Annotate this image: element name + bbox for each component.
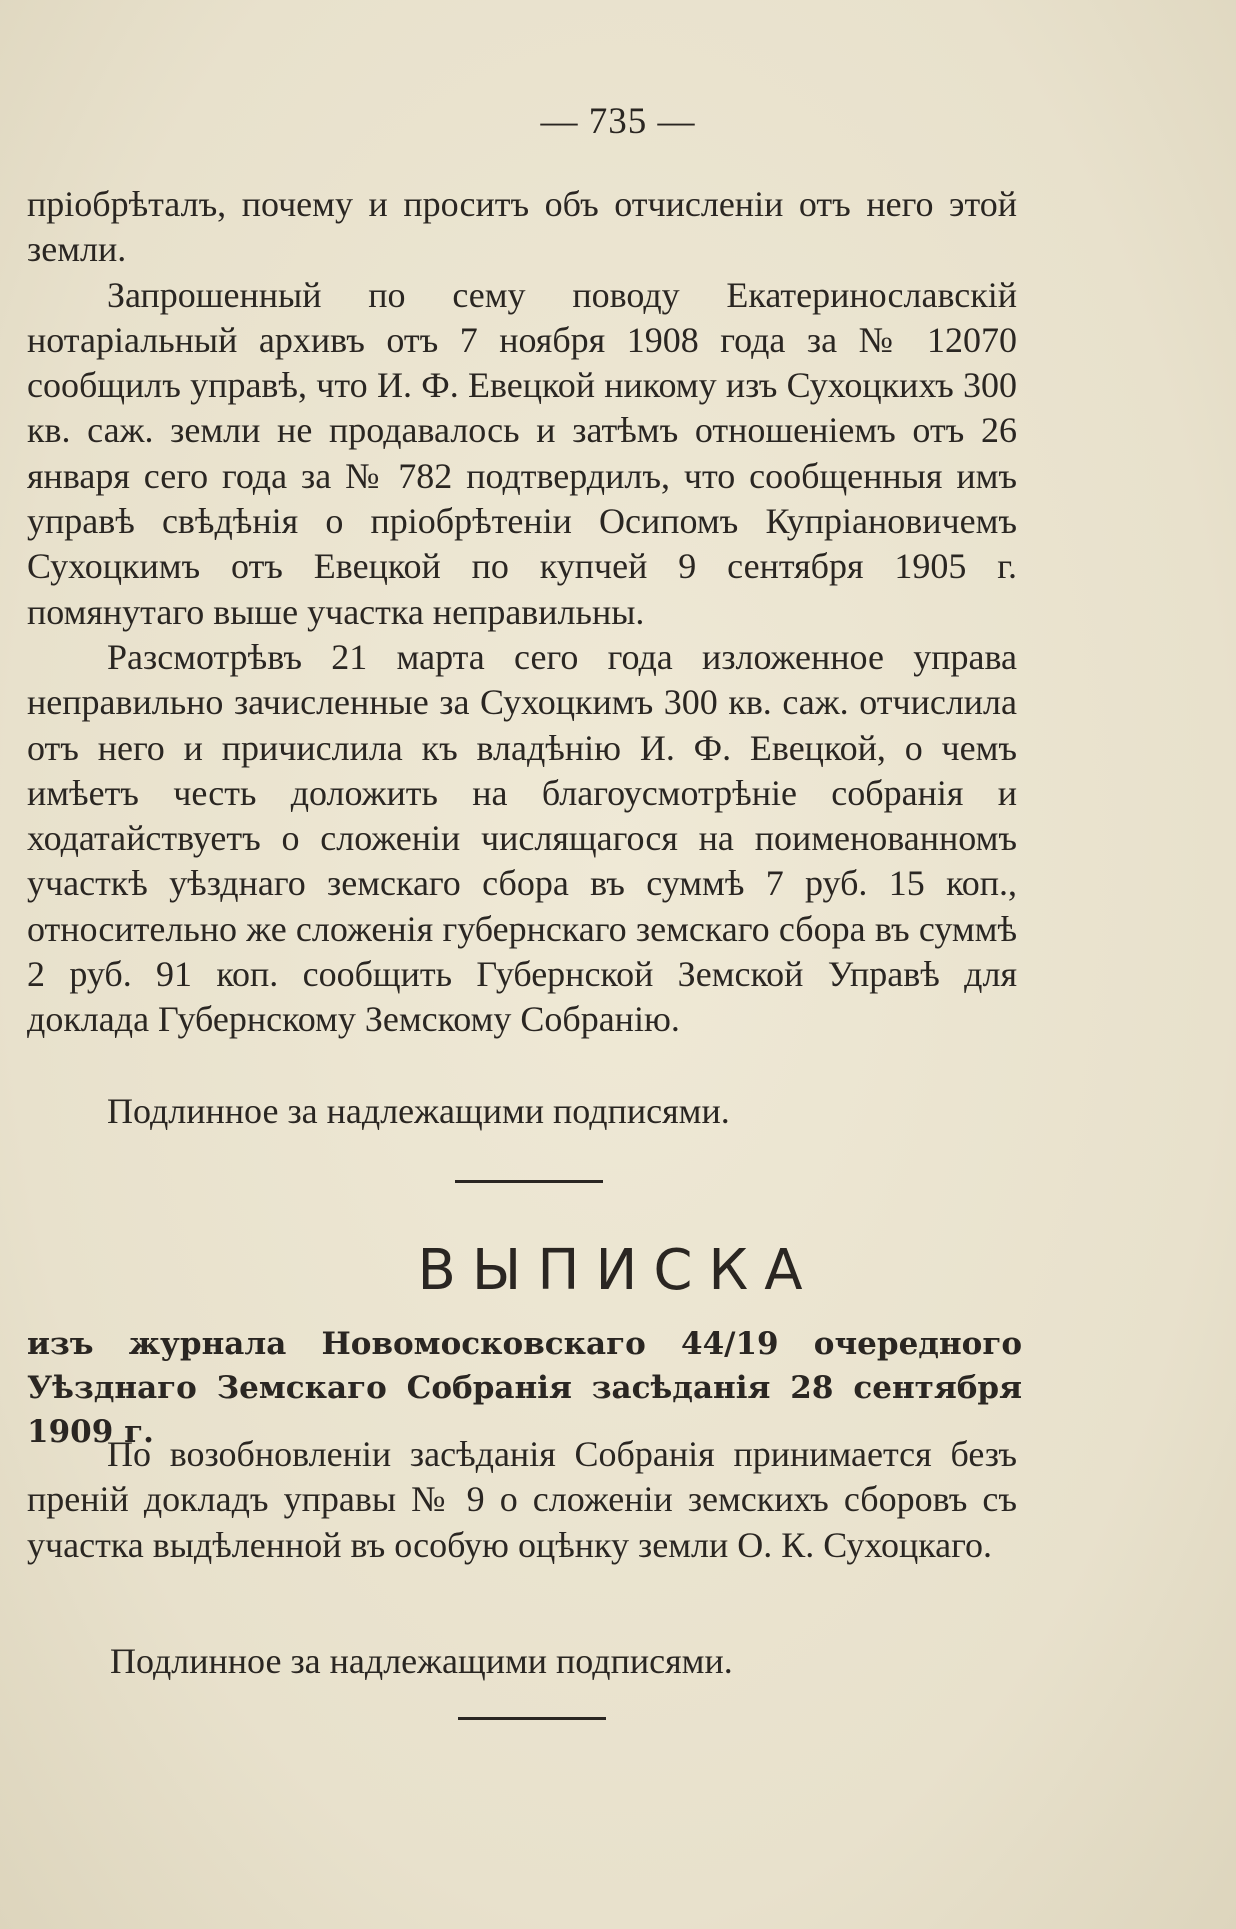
extract-text — [27, 1432, 1017, 1568]
end-divider — [458, 1717, 606, 1720]
signature-note-1: Подлинное за надлежащими подписями. — [107, 1091, 730, 1131]
page-number: — 735 — — [540, 101, 696, 142]
report-text — [27, 182, 1017, 1043]
signature-note-2: Подлинное за надлежащими подписями. — [110, 1641, 733, 1681]
paragraph-extract: По возобновленіи засѣданія Собранія принимается безъ преній докладъ управы № 9 о сложеніи земскихъ сборовъ съ участка выдѣленной въ особую оцѣнку земли О. К. Сухоцкаго. — [27, 1434, 1017, 1565]
paragraph-archive-reply: Запрошенный по сему поводу Екатеринославскій нотаріальный архивъ отъ 7 ноября 1908 года за № 12070 сообщилъ управѣ, что И. Ф. Евецкой никому изъ Сухоцкихъ 300 кв. саж. земли не продавалось и затѣмъ отношеніемъ отъ 26 января сего года за № 782 подтвердилъ, что сообщенныя имъ управѣ свѣдѣнія о пріобрѣтеніи Осипомъ Купріановичемъ Сухоцкимъ отъ Евецкой по купчей 9 сентября 1905 г. помянутаго выше участка неправильны. — [27, 274, 1017, 632]
section-divider — [455, 1180, 603, 1183]
paragraph-continuation: пріобрѣталъ, почему и проситъ объ отчисленіи отъ него этой земли. — [27, 184, 1017, 270]
paragraph-resolution: Разсмотрѣвъ 21 марта сего года изложенное управа неправильно зачисленные за Сухоцкимъ 300 кв. саж. отчислила отъ него и причислила къ владѣнію И. Ф. Евецкой, о чемъ имѣетъ честь доложить на благоусмотрѣніе собранія и ходатайствуетъ о сложеніи числящагося на поименованномъ участкѣ уѣзднаго земскаго сбора въ суммѣ 7 руб. 15 коп., относительно же сложенія губернскаго земскаго сбора въ суммѣ 2 руб. 91 коп. сообщить Губернской Земской Управѣ для доклада Губернскому Земскому Собранію. — [27, 636, 1017, 1040]
extract-heading: ВЫПИСКА — [417, 1238, 819, 1303]
extract-subheading: изъ журнала Новомосковскаго 44/19 очередного Уѣзднаго Земскаго Собранія засѣданія 28 сентября 1909 г. — [27, 1326, 1022, 1450]
